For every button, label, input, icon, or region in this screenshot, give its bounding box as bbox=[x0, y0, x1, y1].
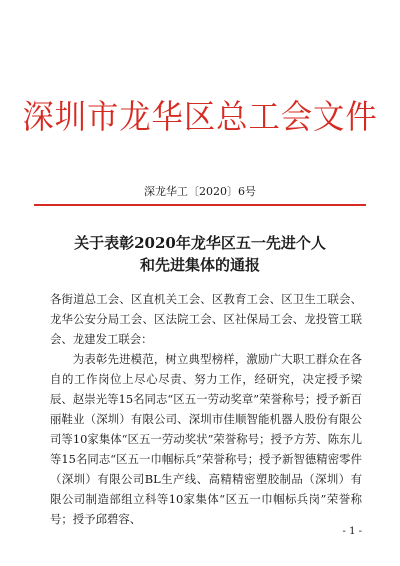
document-title-line-1: 关于表彰2020年龙华区五一先进个人 bbox=[74, 234, 326, 252]
body-paragraph: 为表彰先进模范，树立典型榜样，激励广大职工群众在各自的工作岗位上尽心尽责、努力工作，经研究，决定授予梁辰、赵崇光等15名同志“区五一劳动奖章”荣誉称号；授予新百丽鞋业（深圳）有限公司、深圳市佳顺智能机器人股份有限公司等10家集体“区五一劳动奖状”荣誉称号；授予方芳、陈东儿等15名同志“区五一巾帼标兵”荣誉称号；授予新智德精密零件（深圳）有限公司BL生产线、高精精密塑胶制品（深圳）有限公司制造部组立科等10家集体“区五一巾帼标兵岗”荣誉称号；授予邱碧容、 bbox=[50, 352, 362, 526]
red-divider-rule bbox=[34, 204, 366, 206]
document-title-line-2: 和先进集体的通报 bbox=[139, 256, 260, 274]
addressee-paragraph: 各街道总工会、区直机关工会、区教育工会、区卫生工联会、龙华公安分局工会、区法院工会、区社保局工会、龙投管工联会、龙建发工联会： bbox=[50, 292, 362, 346]
org-header-title: 深圳市龙华区总工会文件 bbox=[22, 97, 378, 136]
document-number: 深龙华工〔2020〕6号 bbox=[144, 185, 256, 198]
page-number: - 1 - bbox=[342, 526, 362, 537]
document-title bbox=[0, 232, 400, 276]
